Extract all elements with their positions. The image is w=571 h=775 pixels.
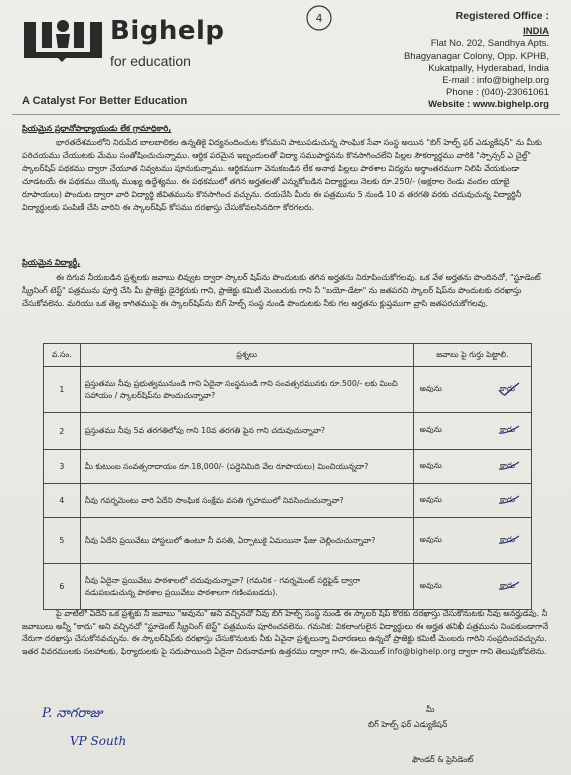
closing-paragraph: పై వాటిలో ఏదేని ఒక ప్రశ్నకు నీ జవాబు "అవును" అని వచ్చినచో నీవు బిగ్ హెల్ప్ సంస్థ నుండి ఈ స్కాలర్ షిప్ కొరకు దరఖాస్తు చేసుకొనుటకు నీవు అనర్హుడవు. నీ జవాబులు అన్నీ "కాదు" అని వచ్చినచో "స్టూడెంట్ స్క్రీనింగ్ టెస్ట్" పత్రమును పూరించవలెను. గమనిక: వికలాంగులైన విద్యార్థులు ఈ అర్హత తనిఖీ పత్రమును నింపకుండాగానే నేరుగా దరఖాస్తు చేసుకోనవచ్చును. ఈ స్కాలర్‌షిప్‌కు దరఖాస్తు చేసుకొనుటకు నీకు ఏవైనా ప్రశ్నలున్నా విచారణలు ఉన్నచో ప్రాజెక్టు కమిటీ మెంబరు గారిని సంప్రదించవచ్చును. ఇతర వివరములకు సలహాలకు, ఫిర్యాదులకు పై సదుపాయింది ఏదైనా చిరునామాకు ఉత్తరము ద్వారా గాని, ఈ-మెయిల్ info@bighelp.org ద్వారా గాని తెలుపుకోవలెను. [22,609,549,656]
header-divider [12,114,560,115]
row-question: మీ కుటుంబ సంవత్సరాదాయం రూ.18,000/- (పద్దెనిమిది వేల రూపాయలు) మించియున్నదా? [80,450,413,484]
table-row [44,413,532,450]
table-row [44,367,532,413]
answer-cell[interactable] [413,450,531,484]
checkmark-icon [497,578,521,594]
office-phone: Phone : (040)-23061061 [446,87,549,99]
answer-yes-option[interactable]: అవును [419,425,442,434]
table-row [44,484,532,518]
answer-no-option[interactable]: కాదు [500,425,515,434]
office-title: Registered Office : [455,10,549,22]
table-row [44,564,532,610]
tagline: A Catalyst For Better Education [22,95,188,107]
answer-yes-option[interactable]: అవును [419,580,442,590]
answer-cell[interactable] [413,484,531,518]
checkmark-icon [497,492,521,508]
row-question: ప్రస్తుతము నీవు ప్రభుత్వమునుండి గాని ఏదైనా సంస్థనుండి గాని సంవత్సరమునకు రూ.500/- లకు మించి సహాయం / స్కాలర్‌షిప్‌ను పొందుచున్నావా? [80,367,413,413]
row-question: నీవు ఏదైనా ప్రయివేటు పాఠశాలలో చదువుచున్నావా? (గమనిక - గవర్నమెంట్ సర్టిఫైడ్ ద్వారా నడుపబడుచున్న పాఠశాల ప్రయివేటు పాఠశాలగా గణింపబడదు). [80,564,413,610]
signature-role: ఫౌండర్ & ప్రెసిడెంట్ [412,755,474,764]
brand-name: Bighelp [110,16,225,46]
checkmark-icon [497,532,521,548]
checkmark-icon [497,381,521,397]
signature-closing: మీ [426,705,435,714]
column-header-answer: జవాబు పై గుర్తు పెట్టాలి. [413,344,531,367]
table-row [44,518,532,564]
table-row [44,450,532,484]
answer-yes-option[interactable]: అవును [419,534,442,544]
brand-subtitle: for education [110,53,191,69]
office-address-line: Kukatpally, Hyderabad, India [428,62,549,74]
office-email: E-mail : info@bighelp.org [442,75,549,87]
handwritten-name: P. నాగరాజు [42,706,103,721]
office-address-line: Bhagyanagar Colony, Opp. KPHB, [403,50,549,62]
row-number: 2 [44,413,81,450]
handwritten-place: VP South [70,734,127,748]
answer-no-option[interactable]: కాదు [500,494,515,504]
registered-office [329,10,549,112]
checkmark-icon [497,422,521,438]
row-question: నీవు గవర్నమెంటు వారి ఏదేని సాంఘిక సంక్షేమ వసతి గృహములో నివసించుచున్నావా? [80,484,413,518]
table-header-row [44,344,532,367]
page-number: 4 [315,12,323,25]
answer-no-option[interactable]: కాదు [500,534,515,544]
answer-no-option[interactable]: కాదు [500,460,515,470]
intro-paragraph: భారతదేశములోని నిరుపేద బాలబాలికల ఉన్నతికై విద్యనందించుట కోసమని పాటుపడుచున్న సాంఘిక సేవా సంస్థ అయిన "బిగ్ హెల్ప్ ఫర్ ఎడ్యుకేషన్" ను మీకు పరిచయము చేయుటకు మేము సంతోషించుచున్నాము. ఆర్థిక పరమైన ఇబ్బందులతో విద్యా సముపార్జనను కొనసాగించలేని పిల్లల సౌకర్యార్థము వారికి "స్పాన్సర్ ఎ చైల్డ్" స్కాలర్‌షిప్ పథకము ద్వారా చేయూత నివ్వటము పూనుకున్నాము. ఆర్థికముగా వెనుకబడిన లేక అనాథ పిల్లలు పాఠశాల విద్యను అర్థాంతరముగా నిలిపి వేయకుండా చూడటయే ఈ పథకము యొక్క ముఖ్య ఉద్దేశ్యము. ఈ పథకములో తగిన అర్హతలతో ఎన్నుకోబడిన విద్యార్థులు నెలకు రూ.250/- (అక్షరాల రెండు వందల యాభై రూపాయలు) పొందుట ద్వారా వారి విద్యార్థి జీవితమును కొనసాగించ వచ్చును. దయచేసి మీరు ఈ పత్రమును 5 నుండి 10 వ తరగతి వరకు చదువుచున్న విద్యార్థినీ విద్యార్థులకు పంపిణీ చేసి వారిని ఈ స్కాలర్‌షిప్ కోసము దరఖాస్తు చేసుకోవలసినదిగా కోరగలరు. [22,138,542,212]
row-number: 6 [44,564,81,610]
letterhead [0,0,571,118]
answer-cell[interactable] [413,518,531,564]
row-question: ప్రస్తుతము నీవు 5వ తరగతిలోపు గాని 10వ తరగతి పైన గాని చదువుచున్నావా? [80,413,413,450]
answer-no-option[interactable]: కాదు [500,580,515,590]
row-question: నీవు ఏదేని ప్రయివేటు హాస్టలులో ఉంటూ నీ వసతి, ఏర్పాటుకై ఏమయినా ఫీజు చెల్లించుచున్నావా? [80,518,413,564]
answer-yes-option[interactable]: అవును [419,460,442,470]
answer-no-option[interactable]: కాదు [500,383,515,393]
instructions-paragraph: ఈ దిగువ నీయబడిన ప్రశ్నలకు జవాబు లివ్వుట ద్వారా స్కాలర్ షిప్‌ను పొందుటకు తగిన అర్హతను నిరూపించుకోగలవు. ఒక వేళ అర్హతను పొందినచో, "స్టూడెంట్ స్క్రీనింగ్ టెస్ట్" పత్రమును పూర్తి చేసి మీ ప్రాజెక్టు డైరెక్టరుకు గాని, ప్రాజెక్టు కమిటీ మెంబరుకు గాని నీ "బయో-డేటా" ను జతపరచి స్కాలర్ షిప్‌ను పొందుటకు దరఖాస్తు చేసుకోవలెను. మరియు ఒక తెల్ల కాగితముపై ఈ స్కాలర్‌షిప్‌ను బిగ్ హెల్ప్ సంస్థ నుండి పొందుటకు నీకు గల అర్హతను క్లుప్తముగా వ్రాసి జతపరచుకోగలవు. [22,273,541,308]
row-number: 3 [44,450,81,484]
office-country: INDIA [523,26,549,38]
signature-organization: బిగ్ హెల్ప్ ఫర్ ఎడ్యుకేషన్ [368,720,448,729]
answer-cell[interactable] [413,413,531,450]
column-header-question: ప్రశ్నలు [80,344,413,367]
bighelp-logo-icon [18,10,108,68]
row-number: 4 [44,484,81,518]
student-salutation: ప్రియమైన విద్యార్థీ, [22,258,81,267]
salutation: ప్రియమైన ప్రధానోపాధ్యాయుడు లేక గ్రామాధికారి, [22,124,172,133]
row-number: 5 [44,518,81,564]
row-number: 1 [44,367,81,413]
checkmark-icon [497,458,521,474]
office-address-line: Flat No. 202, Sandhya Apts. [430,38,549,50]
answer-cell[interactable] [413,564,531,610]
answer-yes-option[interactable]: అవును [419,494,442,504]
office-website: Website : www.bighelp.org [428,99,549,111]
column-header-number: వ.సం. [44,344,81,367]
answer-cell[interactable] [413,367,531,413]
answer-yes-option[interactable]: అవును [419,383,442,393]
eligibility-table [43,343,532,610]
